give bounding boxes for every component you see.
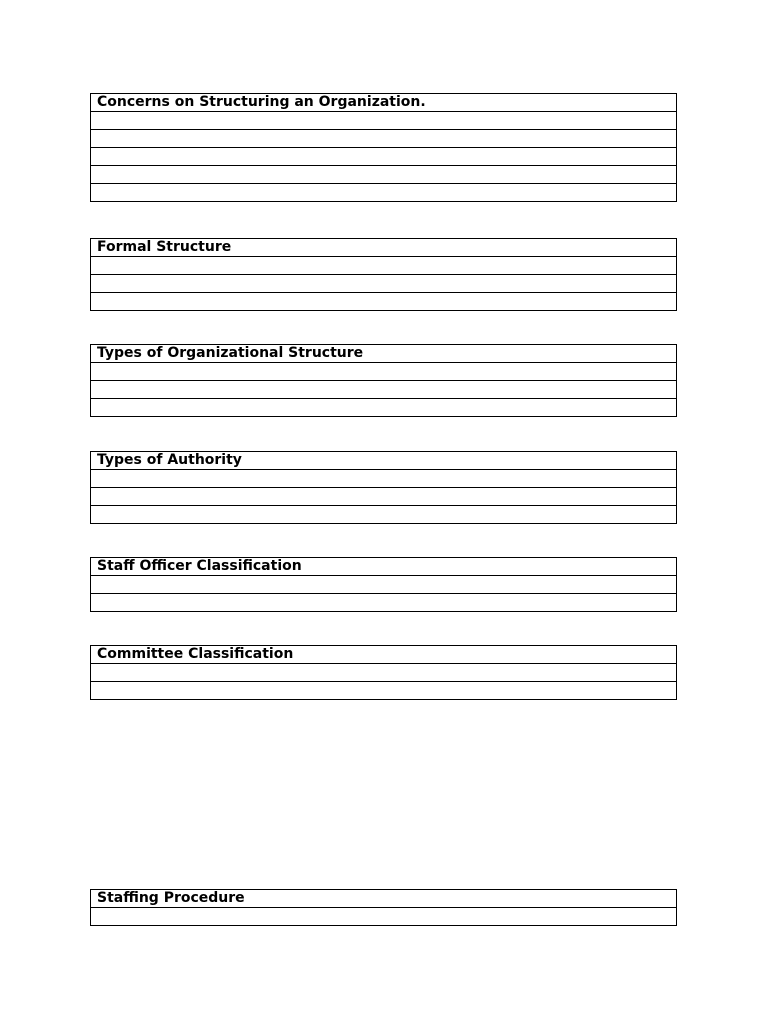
section-title: Types of Authority — [91, 452, 677, 470]
blank-row — [91, 293, 677, 311]
blank-row — [91, 506, 677, 524]
org-structure-types-table — [90, 344, 677, 417]
section-title: Types of Organizational Structure — [91, 345, 677, 363]
blank-row — [91, 488, 677, 506]
section-title: Committee Classification — [91, 646, 677, 664]
formal-structure-table — [90, 238, 677, 311]
blank-row — [91, 594, 677, 612]
blank-row — [91, 576, 677, 594]
section-title: Staffing Procedure — [91, 890, 677, 908]
blank-row — [91, 470, 677, 488]
blank-row — [91, 908, 677, 926]
blank-row — [91, 130, 677, 148]
committee-table — [90, 645, 677, 700]
section-title: Staff Officer Classification — [91, 558, 677, 576]
blank-row — [91, 166, 677, 184]
authority-types-table — [90, 451, 677, 524]
blank-row — [91, 381, 677, 399]
blank-row — [91, 664, 677, 682]
blank-row — [91, 112, 677, 130]
blank-row — [91, 257, 677, 275]
staffing-procedure-table — [90, 889, 677, 926]
section-title: Formal Structure — [91, 239, 677, 257]
blank-row — [91, 399, 677, 417]
staff-officer-table — [90, 557, 677, 612]
concerns-table — [90, 93, 677, 202]
blank-row — [91, 275, 677, 293]
blank-row — [91, 184, 677, 202]
blank-row — [91, 682, 677, 700]
section-title: Concerns on Structuring an Organization. — [91, 94, 677, 112]
blank-row — [91, 363, 677, 381]
blank-row — [91, 148, 677, 166]
